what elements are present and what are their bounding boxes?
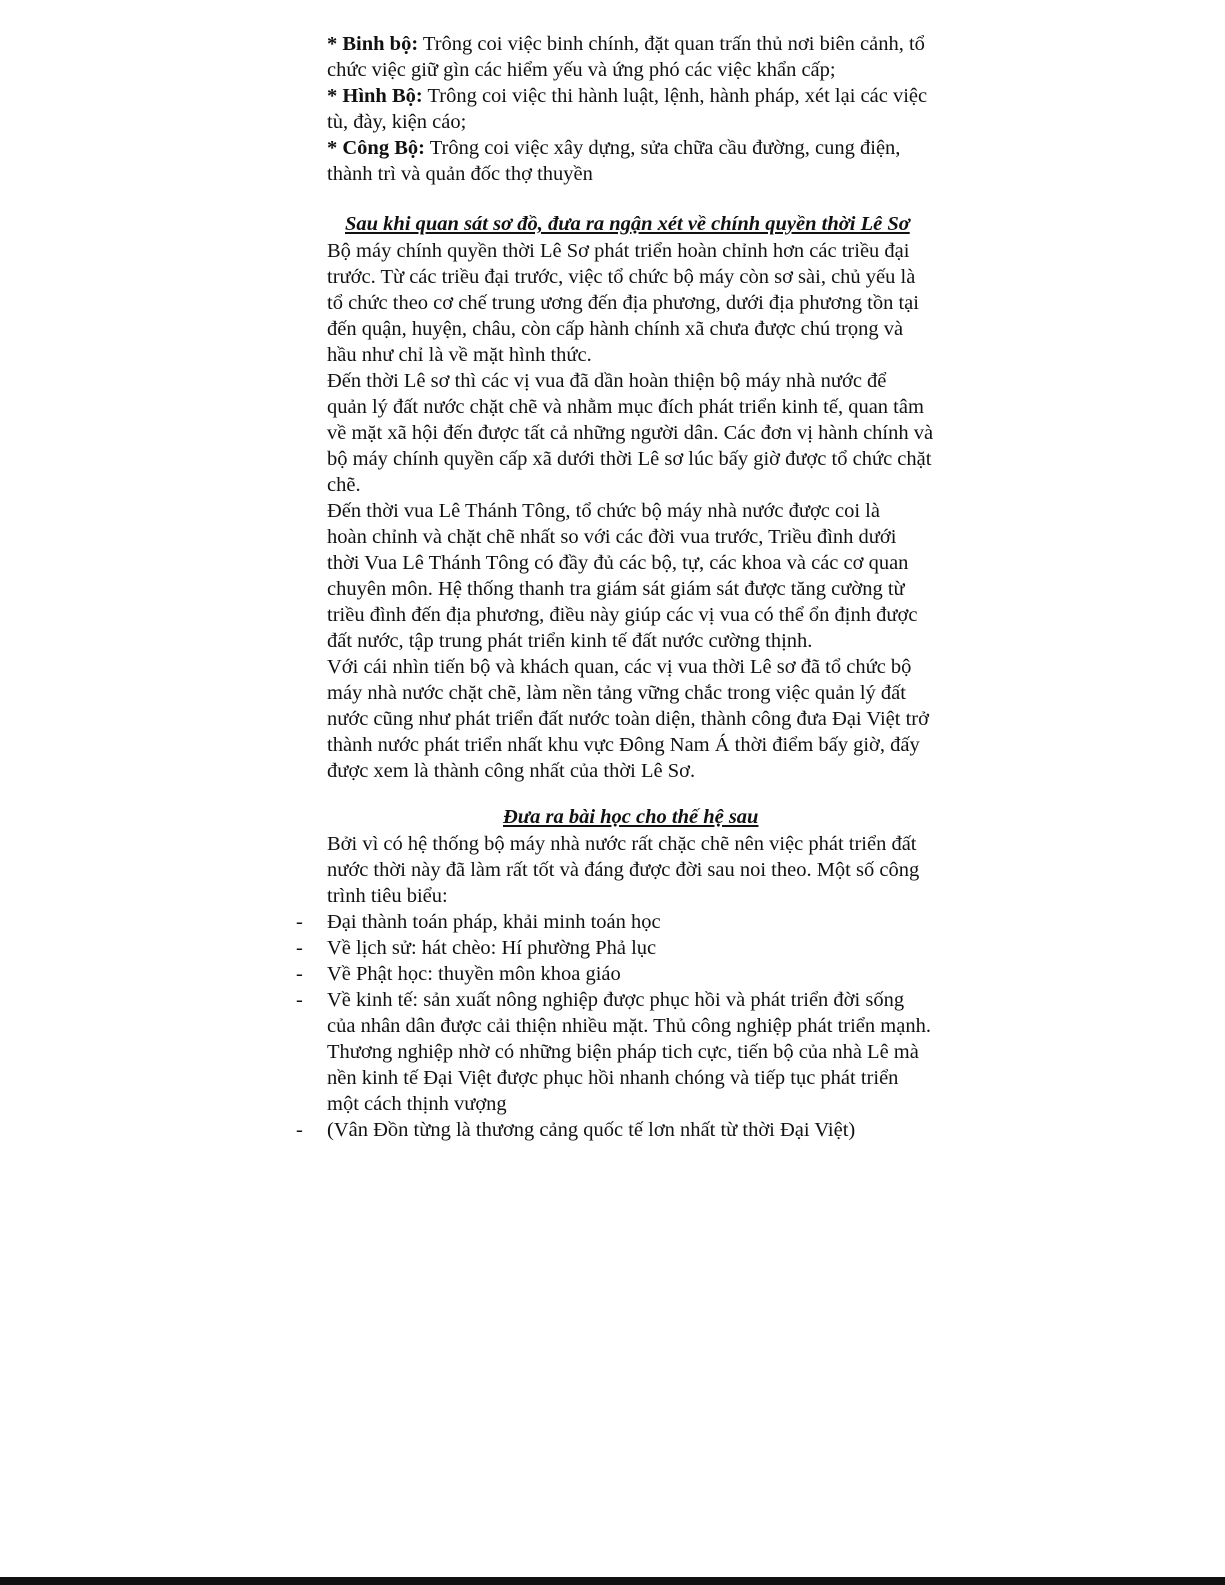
duty-text: Trông coi việc xây dựng, sửa chữa cầu đường, cung điện, [424,137,901,159]
list-item-text [327,961,962,987]
body-line: nước cũng như phát triển đất nước toàn diện, thành công đưa Đại Việt trở [327,708,929,730]
duty-text: chức việc giữ gìn các hiểm yếu và ứng phó các việc khẩn cấp; [327,59,836,81]
ministry-duties [327,31,962,187]
duty-label: * Hình Bộ: [327,85,423,107]
body-line: Đến thời vua Lê Thánh Tông, tổ chức bộ máy nhà nước được coi là [327,500,880,522]
duty-text: Trông coi việc binh chính, đặt quan trấn thủ nơi biên cảnh, tổ [418,33,925,55]
list-item-text [327,987,962,1117]
body-line: thời Vua Lê Thánh Tông có đầy đủ các bộ, tự, các khoa và các cơ quan [327,552,909,574]
list-item-line: Về Phật học: thuyền môn khoa giáo [327,963,621,985]
list-item-text [327,909,962,935]
duty-text: thành trì và quản đốc thợ thuyền [327,163,593,185]
list-item-text [327,935,962,961]
list-item-line: của nhân dân được cải thiện nhiều mặt. Thủ công nghiệp phát triển mạnh. [327,1015,931,1037]
duty-binh-bo [327,31,962,57]
lessons-intro [327,831,962,909]
body-line: máy nhà nước chặt chẽ, làm nền tảng vững chắc trong việc quản lý đất [327,682,906,704]
section-heading-lessons: Đưa ra bài học cho thế hệ sau [503,806,759,828]
section-heading-assessment: Sau khi quan sát sơ đồ, đưa ra ngận xét về chính quyền thời Lê Sơ [345,213,910,235]
duty-cong-bo [327,135,962,161]
duty-label: * Binh bộ: [327,33,419,55]
body-line: trước. Từ các triều đại trước, việc tổ chức bộ máy còn sơ sài, chủ yếu là [327,266,916,288]
list-item-line: nền kinh tế Đại Việt được phục hồi nhanh chóng và tiếp tục phát triển [327,1067,899,1089]
body-line: Với cái nhìn tiến bộ và khách quan, các vị vua thời Lê sơ đã tổ chức bộ [327,656,912,678]
body-line: tổ chức theo cơ chế trung ương đến địa phương, dưới địa phương tồn tại [327,292,919,314]
body-line: được xem là thành công nhất của thời Lê Sơ. [327,760,696,782]
duty-text: Trông coi việc thi hành luật, lệnh, hành pháp, xét lại các việc [422,85,928,107]
list-item-line: một cách thịnh vượng [327,1093,507,1115]
list-item-line: Về lịch sử: hát chèo: Hí phường Phả lục [327,937,657,959]
body-line: hoàn chỉnh và chặt chẽ nhất so với các đời vua trước, Triều đình dưới [327,526,897,548]
bullet-marker: - [296,911,303,933]
body-line: đất nước, tập trung phát triển kinh tế đất nước cường thịnh. [327,630,813,652]
list-item-line: Thương nghiệp nhờ có những biện pháp tich cực, tiến bộ của nhà Lê mà [327,1041,919,1063]
body-line: chuyên môn. Hệ thống thanh tra giám sát giám sát được tăng cường từ [327,578,905,600]
list-item-text [327,1117,962,1143]
list-item-line: Đại thành toán pháp, khải minh toán học [327,911,661,933]
bullet-marker: - [296,937,303,959]
body-line: triều đình đến địa phương, điều này giúp các vị vua có thể ổn định được [327,604,918,626]
body-line: Đến thời Lê sơ thì các vị vua đã dần hoàn thiện bộ máy nhà nước để [327,370,887,392]
assessment-body [327,238,962,784]
body-line: chẽ. [327,474,361,496]
bullet-marker: - [296,963,303,985]
page-bottom-border [0,1577,1225,1585]
bullet-marker: - [296,989,303,1011]
body-line: bộ máy chính quyền cấp xã dưới thời Lê sơ lúc bấy giờ được tổ chức chặt [327,448,932,470]
body-line: về mặt xã hội đến được tất cả những người dân. Các đơn vị hành chính và [327,422,934,444]
body-line: hầu như chỉ là về mặt hình thức. [327,344,592,366]
intro-line: trình tiêu biểu: [327,885,448,907]
duty-text: tù, đày, kiện cáo; [327,111,467,133]
body-line: thành nước phát triển nhất khu vực Đông Nam Á thời điểm bấy giờ, đấy [327,734,920,756]
body-line: đến quận, huyện, châu, còn cấp hành chính xã chưa được chú trọng và [327,318,904,340]
body-line: quản lý đất nước chặt chẽ và nhằm mục đích phát triển kinh tế, quan tâm [327,396,924,418]
intro-line: nước thời này đã làm rất tốt và đáng được đời sau noi theo. Một số công [327,859,920,881]
duty-label: * Công Bộ: [327,137,425,159]
body-line: Bộ máy chính quyền thời Lê Sơ phát triển hoàn chỉnh hơn các triều đại [327,240,910,262]
intro-line: Bởi vì có hệ thống bộ máy nhà nước rất chặc chẽ nên việc phát triển đất [327,833,917,855]
duty-hinh-bo [327,83,962,109]
bullet-marker: - [296,1119,303,1141]
list-item-line: Về kinh tế: sản xuất nông nghiệp được phục hồi và phát triển đời sống [327,989,905,1011]
list-item-line: (Vân Đồn từng là thương cảng quốc tế lơn nhất từ thời Đại Việt) [327,1119,856,1141]
